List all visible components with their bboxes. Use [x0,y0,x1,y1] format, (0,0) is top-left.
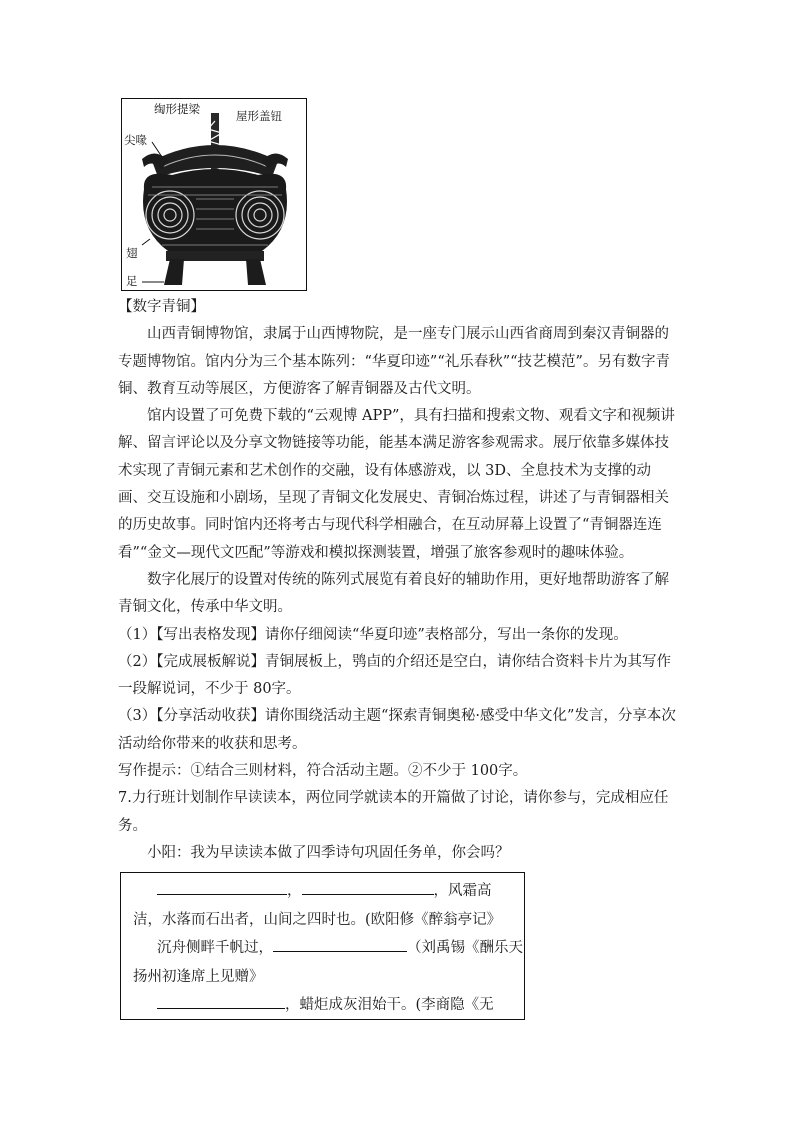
label-wing: 翅 [126,246,138,260]
task-line-3-end: （刘禹锡《酬乐天 [407,940,523,956]
section-title: 【数字青铜】 [118,299,205,315]
task-line-1-end: ，风霜高 [433,883,492,899]
bronze-owl-you-illustration [122,99,306,290]
answer-blank-1[interactable] [157,880,287,895]
task-line-3 [133,934,523,963]
task-line-5-end: ，蜡炬成灰泪始干。(李商隐《无 [285,997,494,1013]
paragraph-3: 数字化展厅的设置对传统的陈列式展览有着良好的辅助作用，更好地帮助游客了解青铜文化，传承中华文明。 [118,571,669,616]
question-2: （2）【完成展板解说】青铜展板上，鸮卣的介绍还是空白，请你结合资料卡片为其写作一段解说词，不少于 80字。 [118,653,671,698]
question-1: （1）【写出表格发现】请你仔细阅读“华夏印迹”表格部分，写出一条你的发现。 [118,626,628,643]
task-line-4: 扬州初逢席上见赠》 [133,968,264,985]
task-line-5 [133,991,518,1020]
label-handle: 绹形提梁 [154,102,200,116]
answer-blank-3[interactable] [273,937,407,952]
task-line-1 [133,877,518,906]
task-line-2: 洁，水落而石出者，山间之四时也。(欧阳修《醉翁亭记》 [133,911,502,928]
label-knob: 屋形盖钮 [236,109,282,123]
poetry-task-box [120,872,525,1020]
bronze-vessel-figure [121,98,307,291]
xiaoyang-line: 小阳：我为早读读本做了四季诗句巩固任务单，你会吗？ [147,844,510,861]
answer-blank-4[interactable] [157,994,285,1009]
task-line-1-sep: ， [287,883,302,899]
question-3: （3）【分享活动收获】请你围绕活动主题“探索青铜奥秘·感受中华文化”发言，分享本次活动给你带来的收获和思考。 [118,708,676,752]
label-beak: 尖喙 [124,133,147,147]
writing-tip: 写作提示：①结合三则材料，符合活动主题。②不少于 100字。 [118,763,528,780]
article-body [118,294,678,867]
foot-right-shape [246,259,266,285]
paragraph-2: 馆内设置了可免费下载的“云观博 APP”，具有扫描和搜索文物、观看文字和视频讲解、留言评论以及分享文物链接等功能，能基本满足游客参观需求。展厅依靠多媒体技术实现了青铜元素和艺术创作的交融，设有体感游戏，以 3D、全息技术为支撑的动画、交互设施和小剧场，呈现了青铜文化发展史、青铜冶炼过程，讲述了与青铜器相关的历史故事。同时馆内还将考古与现代科学相融合，在互动屏幕上设置了“青铜器连连看”“金文—现代文匹配”等游戏和模拟探测装置，增强了旅客参观时的趣味体验。 [118,408,675,561]
label-foot: 足 [126,274,138,288]
task-line-3-start: 沉舟侧畔千帆过， [157,940,273,956]
paragraph-1: 山西青铜博物馆，隶属于山西博物院，是一座专门展示山西省商周到秦汉青铜器的专题博物馆。馆内分为三个基本陈列：“华夏印迹”“礼乐春秋”“技艺模范”。另有数字青铜、教育互动等展区，方便游客了解青铜器及古代文明。 [118,326,670,397]
answer-blank-2[interactable] [302,880,434,895]
question-7: 7.力行班计划制作早读读本，两位同学就读本的开篇做了讨论，请你参与，完成相应任务。 [118,790,669,834]
foot-left-shape [164,259,184,285]
